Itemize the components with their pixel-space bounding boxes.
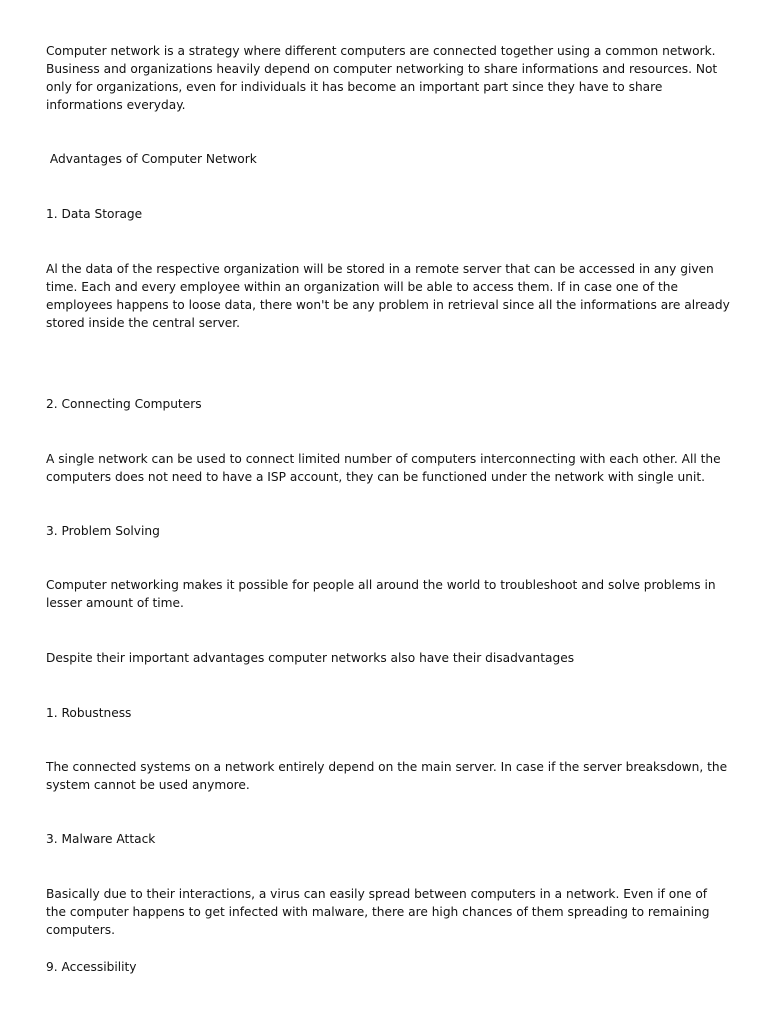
- advantage-2-heading: 2. Connecting Computers: [46, 397, 202, 411]
- advantage-1-heading: 1. Data Storage: [46, 207, 143, 221]
- disadvantages-intro: Despite their important advantages computer networks also have their disadvantages: [46, 651, 575, 665]
- disadvantage-1-body: The connected systems on a network entirely depend on the main server. In case if the server breaksdown, the system cannot be used anymore.: [46, 760, 728, 792]
- advantage-3-body: Computer networking makes it possible for people all around the world to troubleshoot and solve problems in lesser amount of time.: [46, 578, 716, 610]
- disadvantage-1-heading: 1. Robustness: [46, 706, 132, 720]
- advantages-heading: Advantages of Computer Network: [46, 152, 257, 166]
- disadvantage-2-body: Basically due to their interactions, a virus can easily spread between computers in a network. Even if one of the computer happens to get infected with malware, there are high chances of them spreading to remaining computers.: [46, 887, 710, 937]
- advantage-1-body: Al the data of the respective organization will be stored in a remote server that can be accessed in any given time. Each and every employee within an organization will be able to access them. If in case one of the employees happens to loose data, there won't be any problem in retrieval since all the informations are already stored inside the central server.: [46, 262, 730, 330]
- disadvantage-3-heading: 9. Accessibility: [46, 960, 137, 974]
- advantage-2-body: A single network can be used to connect limited number of computers interconnecting with each other. All the computers does not need to have a ISP account, they can be functioned under the network with single unit.: [46, 452, 721, 484]
- intro-paragraph: Computer network is a strategy where different computers are connected together using a common network. Business and organizations heavily depend on computer networking to share informations and resources. Not only for organizations, even for individuals it has become an important part since they have to share informations everyday.: [46, 44, 718, 112]
- disadvantage-2-heading: 3. Malware Attack: [46, 832, 156, 846]
- advantage-3-heading: 3. Problem Solving: [46, 524, 160, 538]
